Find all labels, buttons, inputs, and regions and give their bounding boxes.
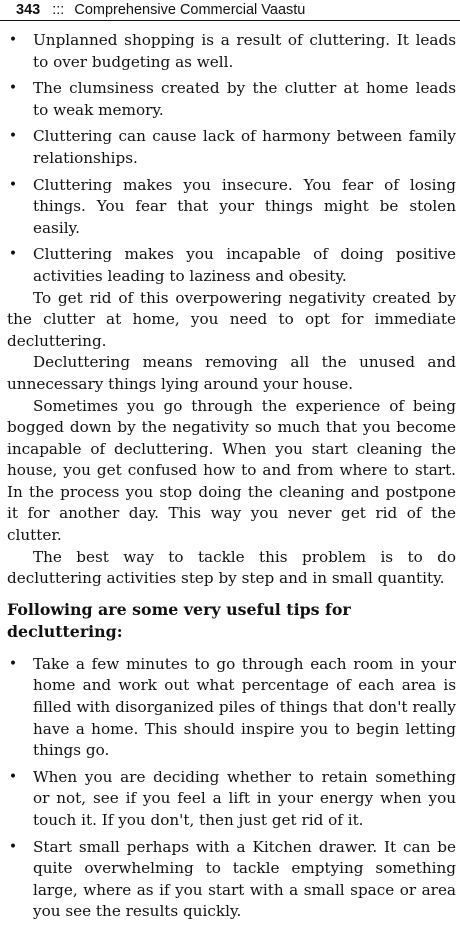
list-item-text: Cluttering makes you incapable of doing positive activities leading to laziness and obesity. [33,245,456,285]
bullet-icon: • [8,655,18,672]
list-item [7,244,456,287]
page-header [0,0,460,21]
bullet-icon: • [8,128,18,145]
list-item [7,126,456,169]
book-title: Comprehensive Commercial Vaastu [74,2,306,18]
list-item [7,654,456,762]
list-item [7,837,456,923]
list-item-text: Unplanned shopping is a result of cluttering. It leads to over budgeting as well. [33,31,456,71]
bullet-icon: • [8,246,18,263]
list-item-text: Cluttering can cause lack of harmony between family relationships. [33,127,456,167]
list-item [7,30,456,73]
body-paragraph: Sometimes you go through the experience of being bogged down by the negativity so much that you become incapable of decluttering. When you start cleaning the house, you get confused how to and from where to start. In the process you stop doing the cleaning and postpone it for another day. This way you never get rid of the clutter. [7,396,456,545]
page-number: 343 [16,2,41,18]
list-item [7,78,456,121]
header-separator: ::: [52,2,65,18]
bullet-icon: • [8,176,18,193]
body-paragraph: To get rid of this overpowering negativity created by the clutter at home, you need to opt for immediate decluttering. [7,288,456,350]
bullet-icon: • [8,32,18,48]
list-item-text: Cluttering makes you insecure. You fear of losing things. You fear that your things might be stolen easily. [33,175,456,237]
section-heading: Following are some very useful tips for decluttering: [7,599,351,641]
list-item-text: When you are deciding whether to retain something or not, see if you feel a lift in your energy when you touch it. If you don't, then just get rid of it. [33,767,456,829]
list-item-text: Take a few minutes to go through each room in your home and work out what percentage of each area is filled with disorganized piles of things that don't really have a home. This should inspire you to begin letting things go. [33,654,456,760]
bullet-icon: • [8,768,18,785]
bullet-icon: • [8,80,18,97]
body-paragraph: Decluttering means removing all the unused and unnecessary things lying around your house. [7,353,456,393]
list-item-text: Start small perhaps with a Kitchen drawer. It can be quite overwhelming to tackle emptying something large, where as if you start with a small space or area you see the results quickly. [33,837,456,921]
list-item-text: The clumsiness created by the clutter at home leads to weak memory. [33,79,456,119]
body-paragraph: The best way to tackle this problem is to do decluttering activities step by step and in small quantity. [7,547,456,588]
page-body [7,30,456,928]
list-item [7,767,456,832]
list-item [7,175,456,240]
bullet-icon: • [8,838,18,855]
